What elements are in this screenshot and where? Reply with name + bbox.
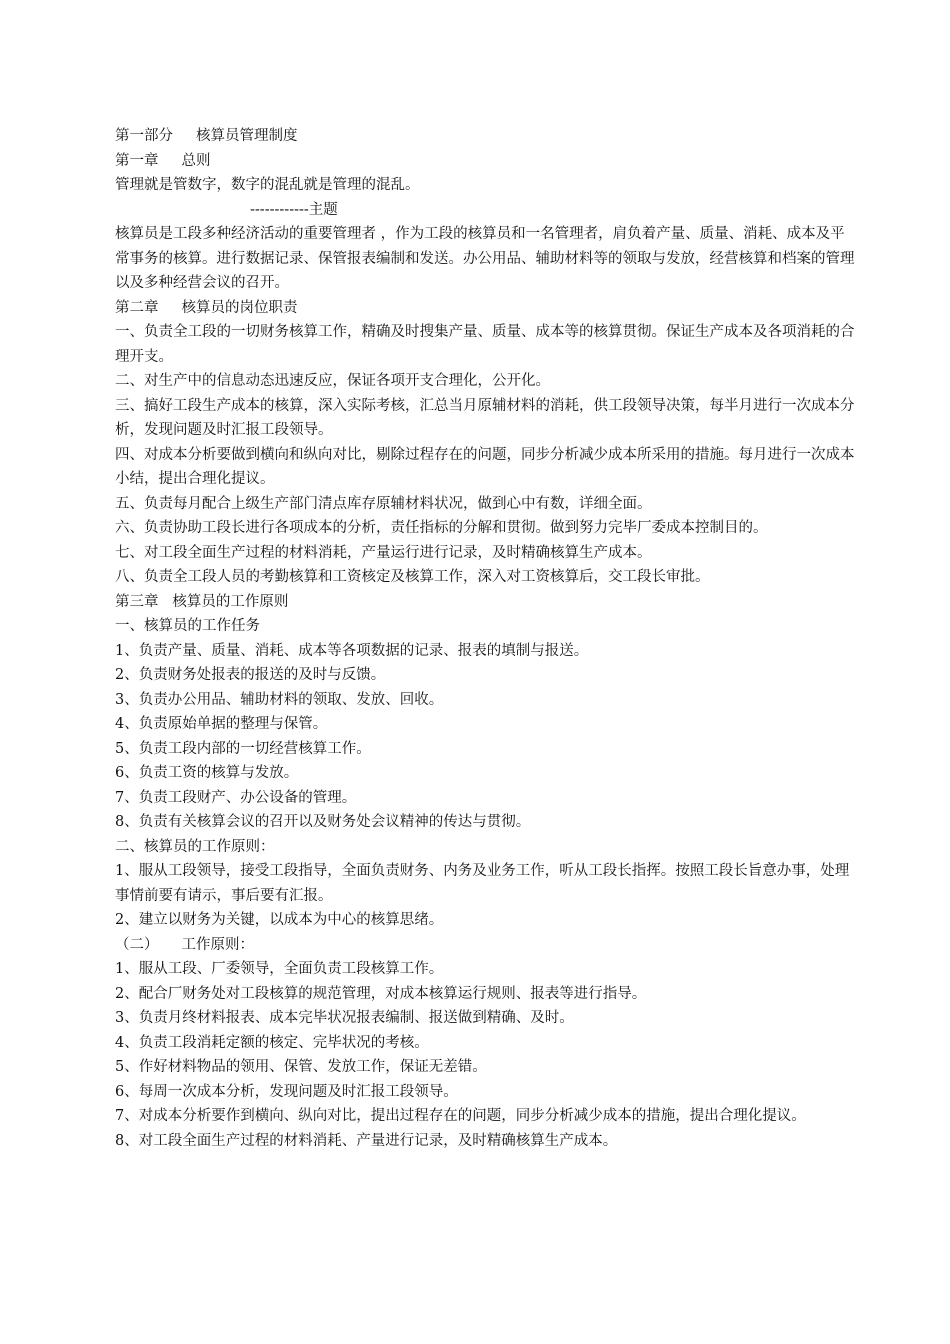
duty-item: 六、负责协助工段长进行各项成本的分析，责任指标的分解和贯彻。做到努力完毕厂委成本控制目的。 xyxy=(115,520,768,536)
chapter-title: 第一章 总则 xyxy=(115,152,211,169)
duty-item: 八、负责全工段人员的考勤核算和工资核定及核算工作，深入对工资核算后，交工段长审批。 xyxy=(115,569,710,585)
section-heading: （二） 工作原则： xyxy=(115,936,255,953)
task-item: 4、负责原始单据的整理与保管。 xyxy=(115,716,328,732)
task-item: 3、负责办公用品、辅助材料的领取、发放、回收。 xyxy=(115,691,444,708)
principle-item: 2、建立以财务为关键，以成本为中心的核算思绪。 xyxy=(115,912,444,928)
duty-item: 四、对成本分析要做到横向和纵向对比，剔除过程存在的问题，同步分析减少成本所采用的措施。每月进行一次成本小结，提出合理化提议。 xyxy=(115,446,855,487)
chapter-title: 第二章 核算员的岗位职责 xyxy=(115,299,298,316)
work-principle-item: 7、对成本分析要作到横向、纵向对比，提出过程存在的问题，同步分析减少成本的措施，提出合理化提议。 xyxy=(115,1108,806,1124)
motto: 管理就是管数字，数字的混乱就是管理的混乱。 xyxy=(115,177,420,193)
task-item: 8、负责有关核算会议的召开以及财务处会议精神的传达与贯彻。 xyxy=(115,814,531,830)
duty-item: 七、对工段全面生产过程的材料消耗，产量运行进行记录，及时精确核算生产成本。 xyxy=(115,544,652,561)
work-principle-item: 6、每周一次成本分析，发现问题及时汇报工段领导。 xyxy=(115,1083,458,1100)
work-principle-item: 3、负责月终材料报表、成本完毕状况报表编制、报送做到精确、及时。 xyxy=(115,1010,574,1026)
section-heading: 一、核算员的工作任务 xyxy=(115,618,260,634)
duty-item: 二、对生产中的信息动态迅速反应，保证各项开支合理化，公开化。 xyxy=(115,373,550,389)
document-page xyxy=(115,124,855,1153)
work-principle-item: 1、服从工段、厂委领导，全面负责工段核算工作。 xyxy=(115,961,444,977)
intro-paragraph: 核算员是工段多种经济活动的重要管理者 ，作为工段的核算员和一名管理者，肩负着产量、质量、消耗、成本及平常事务的核算。进行数据记录、保管报表编制和发送。办公用品、辅助材料等的领取与发放，经营核算和档案的管理以及多种经营会议的召开。 xyxy=(115,226,855,291)
work-principle-item: 5、作好材料物品的领用、保管、发放工作，保证无差错。 xyxy=(115,1059,487,1075)
chapter-title: 第三章 核算员的工作原则 xyxy=(115,593,289,610)
task-item: 2、负责财务处报表的报送的及时与反馈。 xyxy=(115,667,386,683)
duty-item: 五、负责每月配合上级生产部门清点库存原辅材料状况，做到心中有数，详细全面。 xyxy=(115,495,652,512)
task-item: 7、负责工段财产、办公设备的管理。 xyxy=(115,789,357,806)
task-item: 5、负责工段内部的一切经营核算工作。 xyxy=(115,740,371,757)
duty-item: 三、搞好工段生产成本的核算，深入实际考核，汇总当月原辅材料的消耗，供工段领导决策，每半月进行一次成本分析，发现问题及时汇报工段领导。 xyxy=(115,397,855,438)
task-item: 6、负责工资的核算与发放。 xyxy=(115,765,299,781)
work-principle-item: 4、负责工段消耗定额的核定、完毕状况的考核。 xyxy=(115,1034,429,1051)
part-title: 第一部分 核算员管理制度 xyxy=(115,128,298,144)
work-principle-item: 8、对工段全面生产过程的材料消耗、产量进行记录，及时精确核算生产成本。 xyxy=(115,1132,618,1149)
work-principle-item: 2、配合厂财务处对工段核算的规范管理，对成本核算运行规则、报表等进行指导。 xyxy=(115,985,647,1002)
motto-note: ------------主题 xyxy=(250,201,338,218)
task-item: 1、负责产量、质量、消耗、成本等各项数据的记录、报表的填制与报送。 xyxy=(115,642,589,659)
principle-item: 1、服从工段领导，接受工段指导，全面负责财务、内务及业务工作，听从工段长指挥。按照工段长旨意办事，处理事情前要有请示，事后要有汇报。 xyxy=(115,863,850,904)
duty-item: 一、负责全工段的一切财务核算工作，精确及时搜集产量、质量、成本等的核算贯彻。保证生产成本及各项消耗的合理开支。 xyxy=(115,324,855,365)
section-heading: 二、核算员的工作原则： xyxy=(115,838,275,855)
